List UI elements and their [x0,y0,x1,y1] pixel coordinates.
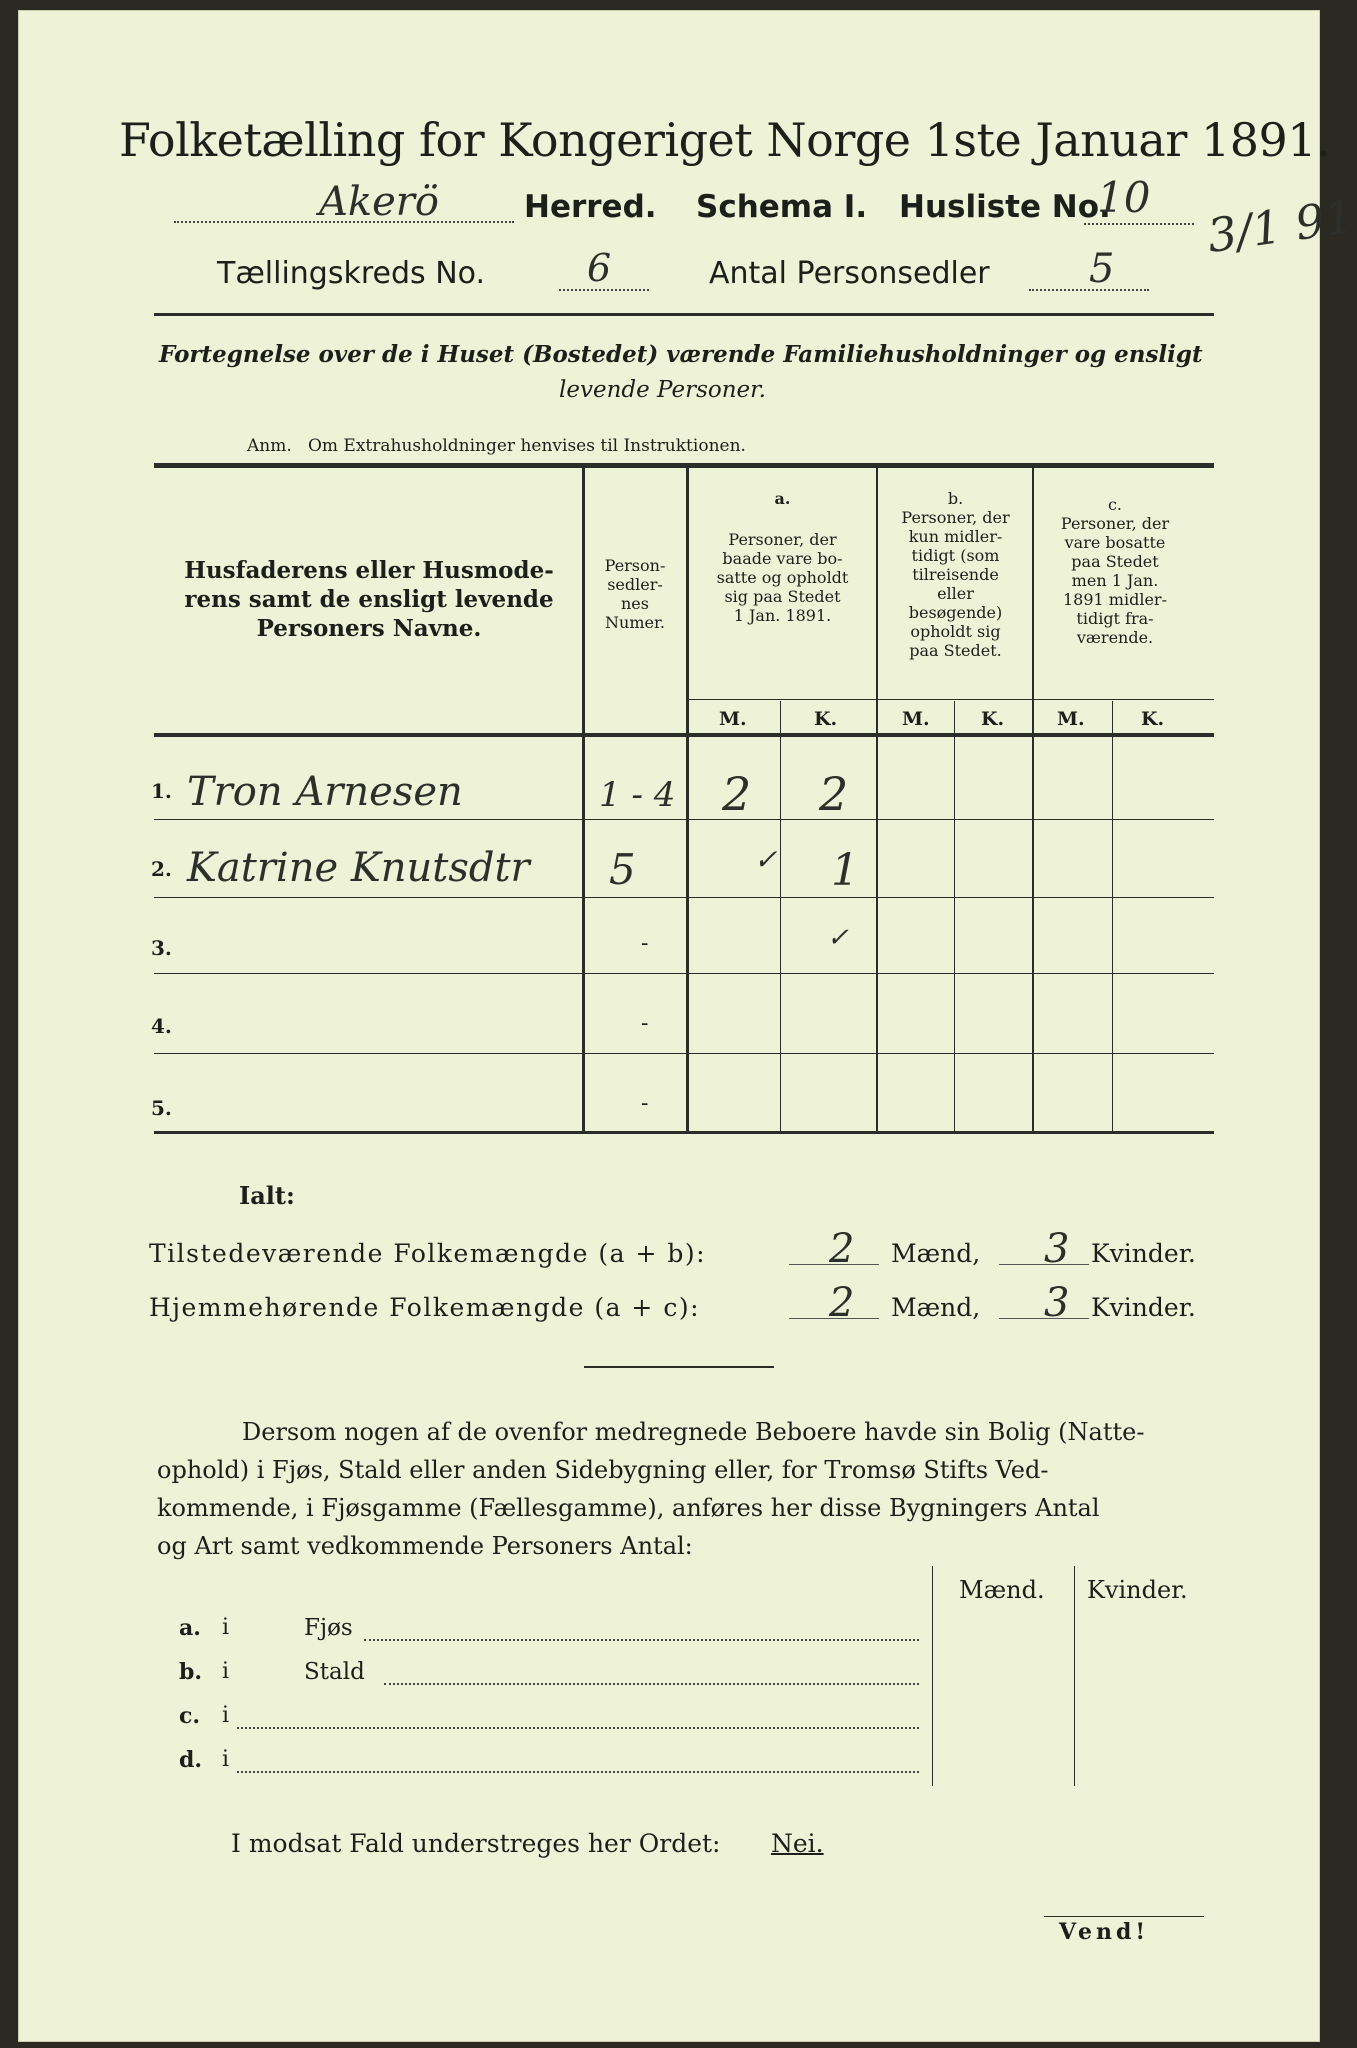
a-m-label: M. [719,708,747,730]
building-dots [364,1639,919,1641]
herred-value: Akerö [319,179,439,225]
building-letter: a. [179,1615,201,1641]
col-name-line: Husfaderens eller Husmode- [184,557,554,584]
husliste-value: 10 [1097,173,1151,222]
buildings-divider-1 [932,1566,933,1786]
building-letter: d. [179,1747,203,1773]
paragraph-line: og Art samt vedkommende Personers Antal: [157,1532,693,1560]
paragraph-line: kommende, i Fjøsgamme (Fællesgamme), anføres her disse Bygningers Antal [157,1494,1100,1522]
col-b-line: opholdt sig [910,622,1001,641]
col-a-line: Personer, der [728,530,837,549]
col-c-letter: c. [1107,495,1123,514]
building-dots [384,1683,919,1685]
col-b-header [879,489,1032,660]
col-b-letter: b. [947,489,964,508]
hjemme-m-value: 2 [829,1280,855,1326]
row-number: 1. [151,779,172,803]
row-person-number: - [641,1091,649,1116]
modsat-text: I modsat Fald understreges her Ordet: [231,1829,721,1858]
col-c-line: paa Stedet [1071,552,1159,571]
col-sub-c [1112,701,1113,1133]
col-b-line: kun midler- [908,527,1003,546]
section-separator [584,1366,774,1368]
row-number: 3. [151,936,172,960]
col-b-line: tidigt (som [911,546,1000,565]
herred-label: Herred. [524,189,657,225]
nei-word: Nei. [771,1829,824,1858]
row-number: 4. [151,1014,172,1038]
col-a-header [689,489,876,625]
col-name-header [169,556,569,643]
buildings-maend-head: Mænd. [959,1576,1045,1604]
col-a-line: 1 Jan. 1891. [733,606,832,625]
col-a-line: satte og opholdt [716,568,849,587]
col-num-line: sedler- [607,575,663,594]
col-a-line: baade vare bo- [722,549,843,568]
row-rule-1 [154,819,1214,820]
row-a-m: ✓ [754,843,778,876]
anm-note: Anm. Om Extrahusholdninger henvises til Instruktionen. [247,436,746,456]
building-letter: c. [179,1703,201,1729]
row-a-m: 2 [722,767,752,821]
building-label: Fjøs [304,1615,353,1641]
antal-label: Antal Personsedler [709,256,990,291]
building-i: i [222,1747,230,1772]
building-i: i [222,1659,230,1684]
tilstede-m-value: 2 [829,1226,855,1272]
row-rule-2 [154,897,1214,898]
tilstede-kvinder: Kvinder. [1091,1239,1196,1268]
c-m-label: M. [1057,708,1085,730]
hjemme-kvinder: Kvinder. [1091,1293,1196,1322]
intro-line1: Fortegnelse over de i Huset (Bostedet) værende Familiehusholdninger og ensligt [159,341,1203,368]
table-head-rule [154,733,1214,737]
vend-rule [1044,1916,1204,1917]
table-bottom-rule [154,1131,1214,1134]
buildings-divider-2 [1074,1566,1075,1786]
ialt-label: Ialt: [239,1181,295,1210]
header-rule [154,313,1214,316]
col-c-line: tidigt fra- [1076,609,1154,628]
building-label: Stald [304,1659,365,1685]
row-name: Tron Arnesen [187,769,463,815]
col-name-line: Personers Navne. [256,615,482,642]
row-person-number: - [641,1011,649,1036]
col-name-line: rens samt de ensligt levende [184,586,554,613]
paragraph-line: Dersom nogen af de ovenfor medregnede Beboere havde sin Bolig (Natte- [242,1418,1145,1446]
hjemme-k-value: 3 [1044,1280,1070,1326]
building-i: i [222,1615,230,1640]
antal-value: 5 [1089,246,1115,292]
c-k-label: K. [1141,708,1165,730]
row-rule-4 [154,1053,1214,1054]
husliste-dots [1084,223,1194,225]
col-divider-3 [876,468,878,1133]
table-top-rule [154,463,1214,468]
form-title: Folketælling for Kongeriget Norge 1ste Januar 1891. [119,113,1331,167]
a-k-label: K. [814,708,838,730]
row-a-k: ✓ [827,923,849,953]
tilstede-k-value: 3 [1044,1226,1070,1272]
col-sub-a [780,701,781,1133]
row-person-number: - [641,931,649,956]
tilstede-maend: Mænd, [891,1239,981,1268]
hjemme-label: Hjemmehørende Folkemængde (a + c): [149,1293,700,1322]
col-num-line: Person- [604,556,666,575]
col-c-line: Personer, der [1060,514,1170,533]
margin-note: 3/1 91 [1203,189,1357,263]
tilstede-label: Tilstedeværende Folkemængde (a + b): [149,1239,707,1268]
col-c-line: men 1 Jan. [1071,571,1159,590]
row-number: 2. [151,857,172,881]
col-num-line: Numer. [605,613,665,632]
building-dots [237,1771,919,1773]
building-letter: b. [179,1659,203,1685]
col-c-line: værende. [1076,628,1154,647]
col-a-letter: a. [774,489,791,508]
intro-line2: levende Personer. [559,377,766,403]
row-a-k: 2 [819,767,849,821]
mk-head-rule [686,699,1214,700]
col-num-header [585,556,685,632]
col-b-line: eller [937,584,974,603]
schema-label: Schema I. [696,189,868,225]
building-dots [237,1727,919,1729]
row-number: 5. [151,1096,172,1120]
row-rule-3 [154,973,1214,974]
col-a-line: sig paa Stedet [724,587,841,606]
row-person-number: 1 - 4 [599,775,676,815]
row-name: Katrine Knutsdtr [187,845,530,891]
row-a-k: 1 [831,845,859,896]
b-k-label: K. [981,708,1005,730]
vend-text: Vend! [1059,1919,1150,1945]
husliste-label: Husliste No. [899,189,1111,225]
kreds-label: Tællingskreds No. [217,256,485,291]
col-c-line: 1891 midler- [1063,590,1167,609]
col-c-header [1035,495,1195,647]
census-form [18,10,1357,2042]
col-b-line: besøgende) [908,603,1003,622]
paragraph [157,1413,1144,1565]
paragraph-line: ophold) i Fjøs, Stald eller anden Sidebygning eller, for Tromsø Stifts Ved- [157,1456,1049,1484]
col-c-line: vare bosatte [1064,533,1166,552]
kreds-value: 6 [587,246,612,290]
col-num-line: nes [621,594,649,613]
col-b-line: tilreisende [912,565,999,584]
col-divider-4 [1032,468,1034,1133]
row-person-number: 5 [609,845,636,894]
building-i: i [222,1703,230,1728]
col-b-line: paa Stedet. [909,641,1002,660]
col-b-line: Personer, der [901,508,1010,527]
col-sub-b [954,701,955,1133]
buildings-kvinder-head: Kvinder. [1087,1576,1188,1604]
hjemme-maend: Mænd, [891,1293,981,1322]
b-m-label: M. [902,708,930,730]
